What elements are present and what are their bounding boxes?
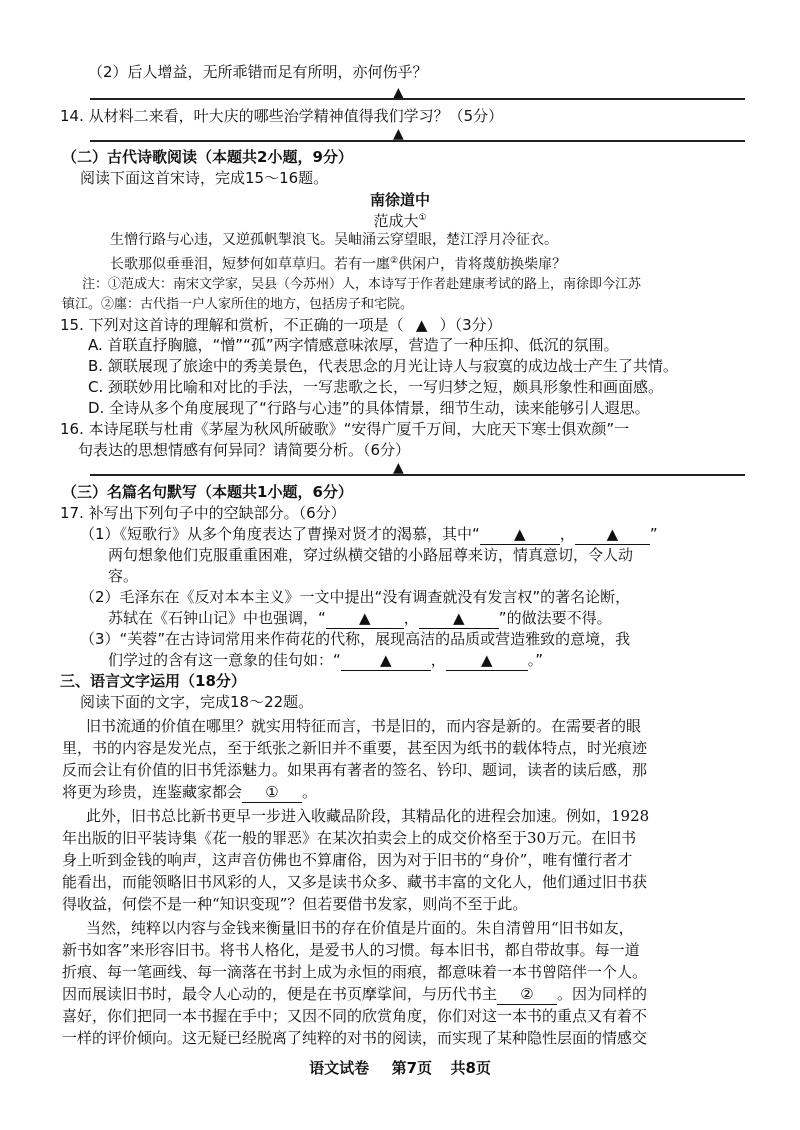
q15-stem: 15. 下列对这首诗的理解和赏析，不正确的一项是（ ▲ ）（3分） <box>60 316 502 334</box>
section-heading: （二）古代诗歌阅读（本题共2小题，9分） <box>62 148 353 166</box>
q17-item2-line2: 苏轼在《石钟山记》中也强调，“ ▲ ， ▲ ”的做法要不得。 <box>108 609 612 627</box>
answer-mark: ▲ <box>393 126 404 142</box>
blank-1[interactable]: ① <box>242 782 302 803</box>
blank-2[interactable]: ② <box>497 984 557 1005</box>
passage-p3-l3: 折痕、每一笔画线、每一滴落在书封上成为永恒的雨痕，都意味着一本书曾陪伴一个人。 <box>62 963 648 981</box>
q14-text: 14. 从材料二来看，叶大庆的哪些治学精神值得我们学习？（5分） <box>60 107 504 125</box>
answer-mark: ▲ <box>393 85 404 101</box>
note-mark: ② <box>390 256 399 266</box>
passage-p1-l3: 反而会让有价值的旧书凭添魅力。如果再有著者的签名、钤印、题词，读者的读后感，那 <box>62 761 648 779</box>
poem-title: 南徐道中 <box>369 191 430 209</box>
fill-blank[interactable]: ▲ <box>446 650 528 671</box>
q15-option-c: C. 颈联妙用比喻和对比的手法，一写悲歌之长，一写归梦之短，颇具形象性和画面感。 <box>88 378 664 396</box>
part-heading: 三、语言文字运用（18分） <box>60 672 246 690</box>
q15-option-b: B. 颔联展现了旅途中的秀美景色，代表思念的月光让诗人与寂寞的成边战士产生了共情。 <box>88 357 678 375</box>
q17-item3-line2: 们学过的含有这一意象的佳句如：“ ▲ ， ▲ 。” <box>108 651 544 669</box>
q17-item2-line1: （2）毛泽东在《反对本本主义》一文中提出“没有调查就没有发言权”的著名论断， <box>80 588 631 606</box>
passage-p3-l1: 当然，纯粹以内容与金钱来衡量旧书的存在价值是片面的。朱自清曾用“旧书如友， <box>86 919 634 937</box>
page-footer <box>0 1058 800 1078</box>
poem-author: 范成大 <box>373 212 419 230</box>
part-intro: 阅读下面的文字，完成18～22题。 <box>80 693 314 711</box>
passage-p1-l4: 将更为珍贵，连鉴藏家都会 ① 。 <box>62 783 318 801</box>
q17-item3-line1: （3）“芙蓉”在古诗词常用来作荷花的代称，展现高洁的品质或营造雅致的意境，我 <box>80 630 631 648</box>
answer-line[interactable] <box>90 474 745 476</box>
poem-note-2: 镇江。②廛：古代指一户人家所住的地方，包括房子和宅院。 <box>62 297 414 312</box>
passage-p2-l3: 身上听到金钱的响声，这声音仿佛也不算庸俗，因为对于旧书的“身价”，唯有懂行者才 <box>62 851 633 869</box>
q16-line-1: 16. 本诗尾联与杜甫《茅屋为秋风所破歌》“安得广厦千万间，大庇天下寒士俱欢颜”一 <box>60 420 630 438</box>
fill-blank[interactable]: ▲ <box>341 650 431 671</box>
passage-p1-l1: 旧书流通的价值在哪里？就实用特征而言，书是旧的，而内容是新的。在需要者的眼 <box>86 717 642 735</box>
footer-page: 第7页 <box>391 1059 432 1077</box>
answer-line[interactable] <box>90 98 745 100</box>
passage-p2-l1: 此外，旧书总比新书更早一步进入收藏品阶段，其精品化的进程会加速。例如，1928 <box>86 807 650 825</box>
q17-item1-line2: 两句想象他们克服重重困难，穿过纵横交错的小路屈尊来访，情真意切，令人动 <box>108 546 634 564</box>
q16-line-2: 句表达的思想情感有何异同？请简要分析。（6分） <box>78 441 411 459</box>
answer-line[interactable] <box>90 140 745 142</box>
poem-line-2: 长歌那似垂垂泪，短梦何如草草归。若有一廛②供闲户，肯将蔑舫换柴扉？ <box>110 256 567 273</box>
q13-item2: （2）后人增益，无所乖错而足有所明，亦何伤乎？ <box>88 63 428 81</box>
q17-item1-line3: 容。 <box>108 567 139 585</box>
q17-item1-line1: （1）《短歌行》从多个角度表达了曹操对贤才的渴慕，其中“ ▲ ， ▲ ” <box>80 525 658 543</box>
answer-mark[interactable]: ▲ <box>415 316 428 334</box>
fill-blank[interactable]: ▲ <box>480 524 560 545</box>
passage-p3-l6: 一样的评价倾向。这无疑已经脱离了纯粹的对书的阅读，而实现了某种隐性层面的情感交 <box>62 1029 648 1047</box>
passage-p2-l4: 能看出，而能领略旧书风彩的人，又多是读书众多、藏书丰富的文化人，他们通过旧书获 <box>62 873 648 891</box>
q17-stem: 17. 补写出下列句子中的空缺部分。（6分） <box>60 504 346 522</box>
fill-blank[interactable]: ▲ <box>419 608 499 629</box>
q15-option-a: A. 首联直抒胸臆，“憎”“孤”两字情感意味浓厚，营造了一种压抑、低沉的氛围。 <box>88 336 619 354</box>
passage-p2-l5: 得收益，何偿不是一种“知识变现”？但若要借书发家，则尚不至于此。 <box>62 895 528 913</box>
poem-title-row <box>0 190 800 210</box>
fill-blank[interactable]: ▲ <box>575 524 650 545</box>
passage-p3-l5: 喜好，你们把同一本书握在手中；又因不同的欣赏角度，你们对这一本书的重点又有着不 <box>62 1007 648 1025</box>
passage-p3-l2: 新书如客”来形容旧书。将书人格化，是爱书人的习惯。每本旧书，都自带故事。每一道 <box>62 941 640 959</box>
footer-total: 共8页 <box>450 1059 491 1077</box>
section-intro: 阅读下面这首宋诗，完成15～16题。 <box>80 169 329 187</box>
passage-p3-l4: 因而展读旧书时，最令人心动的，便是在书页摩挲间，与历代书主 ② 。因为同样的 <box>62 985 648 1003</box>
poem-note-1: 注：①范成大：南宋文学家，吴县（今苏州）人，本诗写于作者赴建康考试的路上，南徐即今江苏 <box>82 277 642 292</box>
passage-p1-l2: 里，书的内容是发光点，至于纸张之新旧并不重要，甚至因为纸书的载体特点，时光痕迹 <box>62 739 648 757</box>
poem-author-row <box>0 208 800 231</box>
note-mark: ① <box>418 213 427 223</box>
poem-line-1: 生憎行路与心违，又逆孤帆掣浪飞。吴岫涌云穿望眼，楚江浮月冷征衣。 <box>110 232 558 248</box>
section-heading: （三）名篇名句默写（本题共1小题，6分） <box>62 483 353 501</box>
answer-mark: ▲ <box>393 460 404 476</box>
footer-subject: 语文试卷 <box>309 1059 370 1077</box>
fill-blank[interactable]: ▲ <box>326 608 404 629</box>
q15-option-d: D. 全诗从多个角度展现了“行路与心违”的具体情景，细节生动，读来能够引人遐思。 <box>88 399 650 417</box>
passage-p2-l2: 年出版的旧平装诗集《花一般的罪恶》在某次拍卖会上的成交价格至于30万元。在旧书 <box>62 829 637 847</box>
